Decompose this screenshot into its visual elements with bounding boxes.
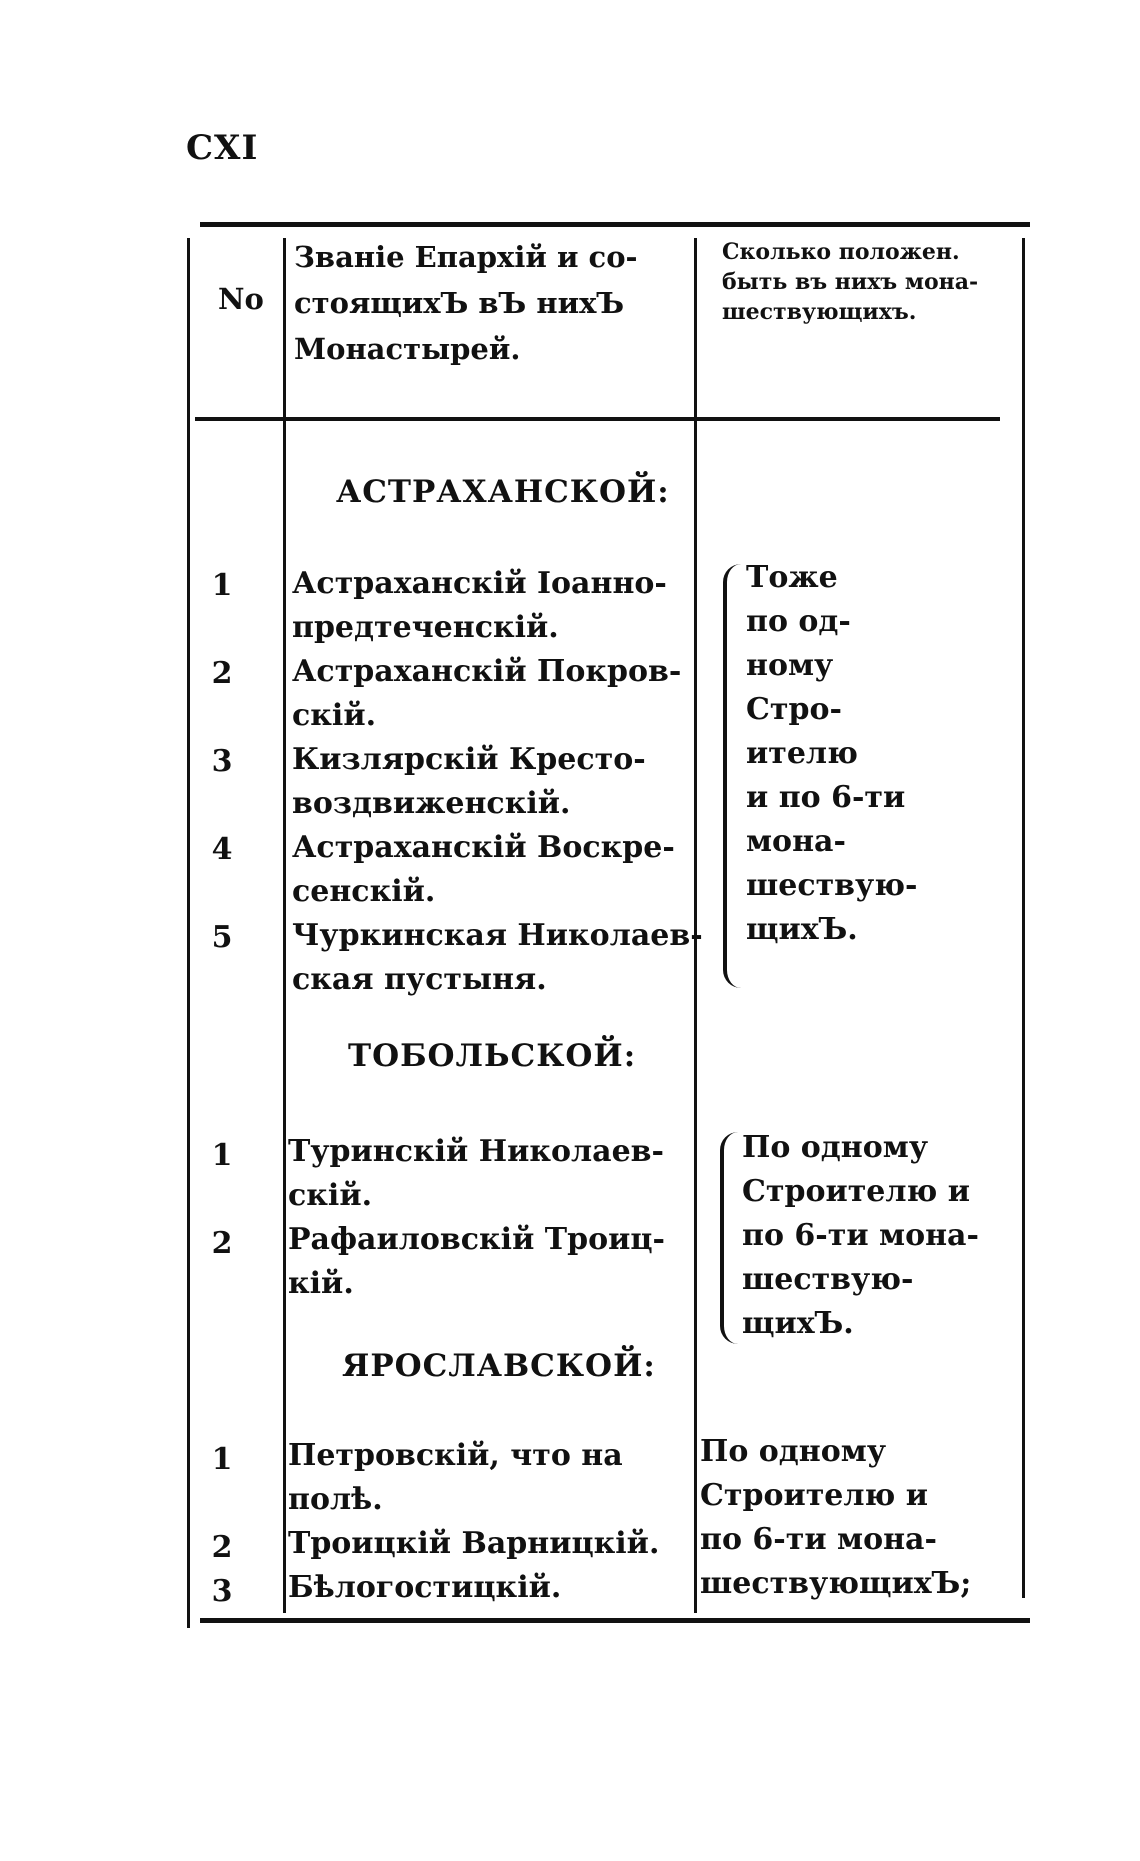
row-number: 1	[211, 1442, 233, 1477]
note-line: щихЪ.	[746, 912, 858, 947]
note-line: шествую-	[742, 1262, 914, 1297]
note-line: по 6-ти мона-	[742, 1218, 979, 1253]
note-line: Тоже	[746, 560, 838, 595]
header-col-no: No	[218, 282, 264, 316]
table-left-border	[187, 238, 190, 1628]
note-line: мона-	[746, 824, 846, 859]
note-line: по од-	[746, 604, 851, 639]
table-header-rule	[195, 417, 1000, 421]
row-text: Астраханскій Воскре-	[292, 830, 675, 865]
row-text: скій.	[292, 698, 377, 733]
header-col-count-line: быть въ нихъ мона-	[722, 269, 979, 295]
note-line: Стро-	[746, 692, 842, 727]
section-title-tobolsk: ТОБОЛЬСКОЙ:	[348, 1038, 637, 1074]
note-line: Строителю и	[700, 1478, 928, 1513]
row-number: 2	[211, 656, 233, 691]
row-text: Троицкій Варницкій.	[288, 1526, 660, 1561]
row-number: 1	[211, 568, 233, 603]
table-right-border	[1022, 238, 1025, 1598]
row-text: Астраханскій Покров-	[292, 654, 682, 689]
row-text: кій.	[288, 1266, 354, 1301]
column-divider-no	[283, 238, 286, 1613]
note-line: и по 6-ти	[746, 780, 906, 815]
row-text: Чуркинская Николаев-	[292, 918, 703, 953]
header-col-name-line: Монастырей.	[294, 332, 521, 366]
row-number: 2	[211, 1226, 233, 1261]
row-text: Кизлярскій Кресто-	[292, 742, 646, 777]
note-line: шествую-	[746, 868, 918, 903]
header-col-count-line: шествующихъ.	[722, 299, 917, 325]
row-text: полѣ.	[288, 1482, 383, 1517]
page-number: CXI	[186, 128, 259, 168]
note-line: По одному	[742, 1130, 929, 1165]
header-col-name-line: стоящихЪ вЪ нихЪ	[294, 286, 625, 320]
section-title-astrakhan: АСТРАХАНСКОЙ:	[336, 474, 670, 510]
row-number: 3	[211, 1574, 233, 1609]
note-line: По одному	[700, 1434, 887, 1469]
row-text: воздвиженскій.	[292, 786, 571, 821]
row-text: Петровскій, что на	[288, 1438, 623, 1473]
section-title-yaroslavl: ЯРОСЛАВСКОЙ:	[342, 1348, 656, 1384]
row-text: Туринскій Николаев-	[288, 1134, 664, 1169]
row-number: 3	[211, 744, 233, 779]
row-number: 4	[211, 832, 233, 867]
note-line: щихЪ.	[742, 1306, 854, 1341]
row-text: предтеченскій.	[292, 610, 559, 645]
row-text: скій.	[288, 1178, 373, 1213]
note-line: шествующихЪ;	[700, 1566, 972, 1601]
row-text: Рафаиловскій Троиц-	[288, 1222, 665, 1257]
note-line: ителю	[746, 736, 858, 771]
table-top-rule	[200, 222, 1030, 227]
row-text: Астраханскій Іоанно-	[292, 566, 667, 601]
note-line: по 6-ти мона-	[700, 1522, 937, 1557]
table-bottom-rule	[200, 1618, 1030, 1623]
header-col-name-line: Званіе Епархій и со-	[294, 240, 638, 274]
header-col-count-line: Сколько положен.	[722, 239, 960, 265]
row-number: 5	[211, 920, 233, 955]
note-line: Строителю и	[742, 1174, 970, 1209]
row-text: Бѣлогостицкій.	[288, 1570, 562, 1605]
row-text: ская пустыня.	[292, 962, 547, 997]
row-number: 2	[211, 1530, 233, 1565]
row-number: 1	[211, 1138, 233, 1173]
note-line: ному	[746, 648, 834, 683]
row-text: сенскій.	[292, 874, 436, 909]
